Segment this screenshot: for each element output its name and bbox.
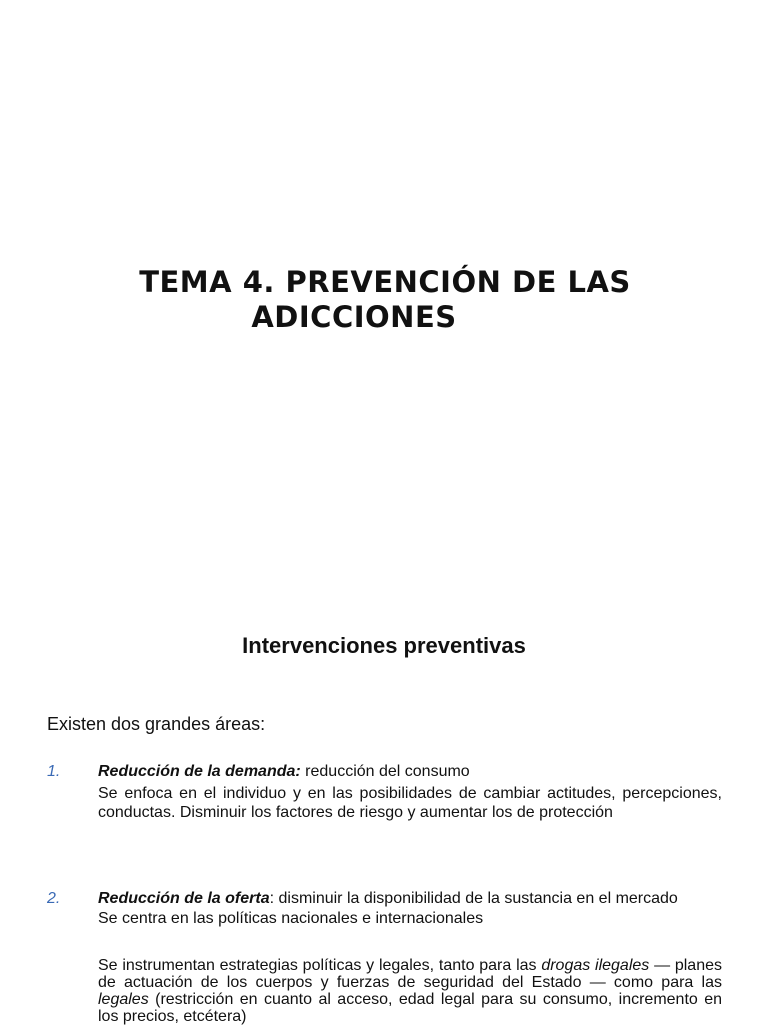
list-item-heading bbox=[98, 889, 722, 909]
paragraph-part-1: Se instrumentan estrategias políticas y legales, tanto para las bbox=[98, 957, 542, 974]
paragraph-emphasis-illegal-drugs: drogas ilegales bbox=[541, 957, 650, 974]
section-heading: Intervenciones preventivas bbox=[242, 633, 526, 658]
intro-text: Existen dos grandes áreas: bbox=[47, 714, 266, 734]
strategies-paragraph bbox=[98, 957, 722, 1025]
list-item-body bbox=[98, 889, 722, 929]
page-title bbox=[0, 265, 768, 335]
title-line-1: TEMA 4. PREVENCIÓN DE LAS bbox=[139, 265, 631, 299]
list-item-term: Reducción de la demanda: bbox=[98, 763, 301, 780]
paragraph-emphasis-legal: legales bbox=[98, 991, 149, 1008]
list-number: 1. bbox=[47, 763, 61, 780]
title-line-2: ADICCIONES bbox=[251, 300, 457, 334]
list-item-term: Reducción de la oferta bbox=[98, 890, 270, 907]
paragraph-part-3: (restricción en cuanto al acceso, edad legal para su consumo, incremento en los precios, etcétera) bbox=[98, 991, 722, 1025]
paragraph-part-2: — planes de actuación de los cuerpos y fuerzas de seguridad del Estado — como para las bbox=[98, 957, 722, 991]
list-item-description: Se enfoca en el individuo y en las posibilidades de cambiar actitudes, percepciones, conductas. Disminuir los factores de riesgo y aumentar los de protección bbox=[98, 785, 722, 821]
list-item-term-rest: : disminuir la disponibilidad de la sustancia en el mercado bbox=[269, 890, 678, 907]
list-number: 2. bbox=[47, 890, 61, 907]
list-item-body bbox=[98, 762, 722, 822]
list-item-description: Se centra en las políticas nacionales e internacionales bbox=[98, 910, 484, 927]
list-item-term-rest: reducción del consumo bbox=[300, 763, 470, 780]
list-item-heading bbox=[98, 762, 722, 782]
